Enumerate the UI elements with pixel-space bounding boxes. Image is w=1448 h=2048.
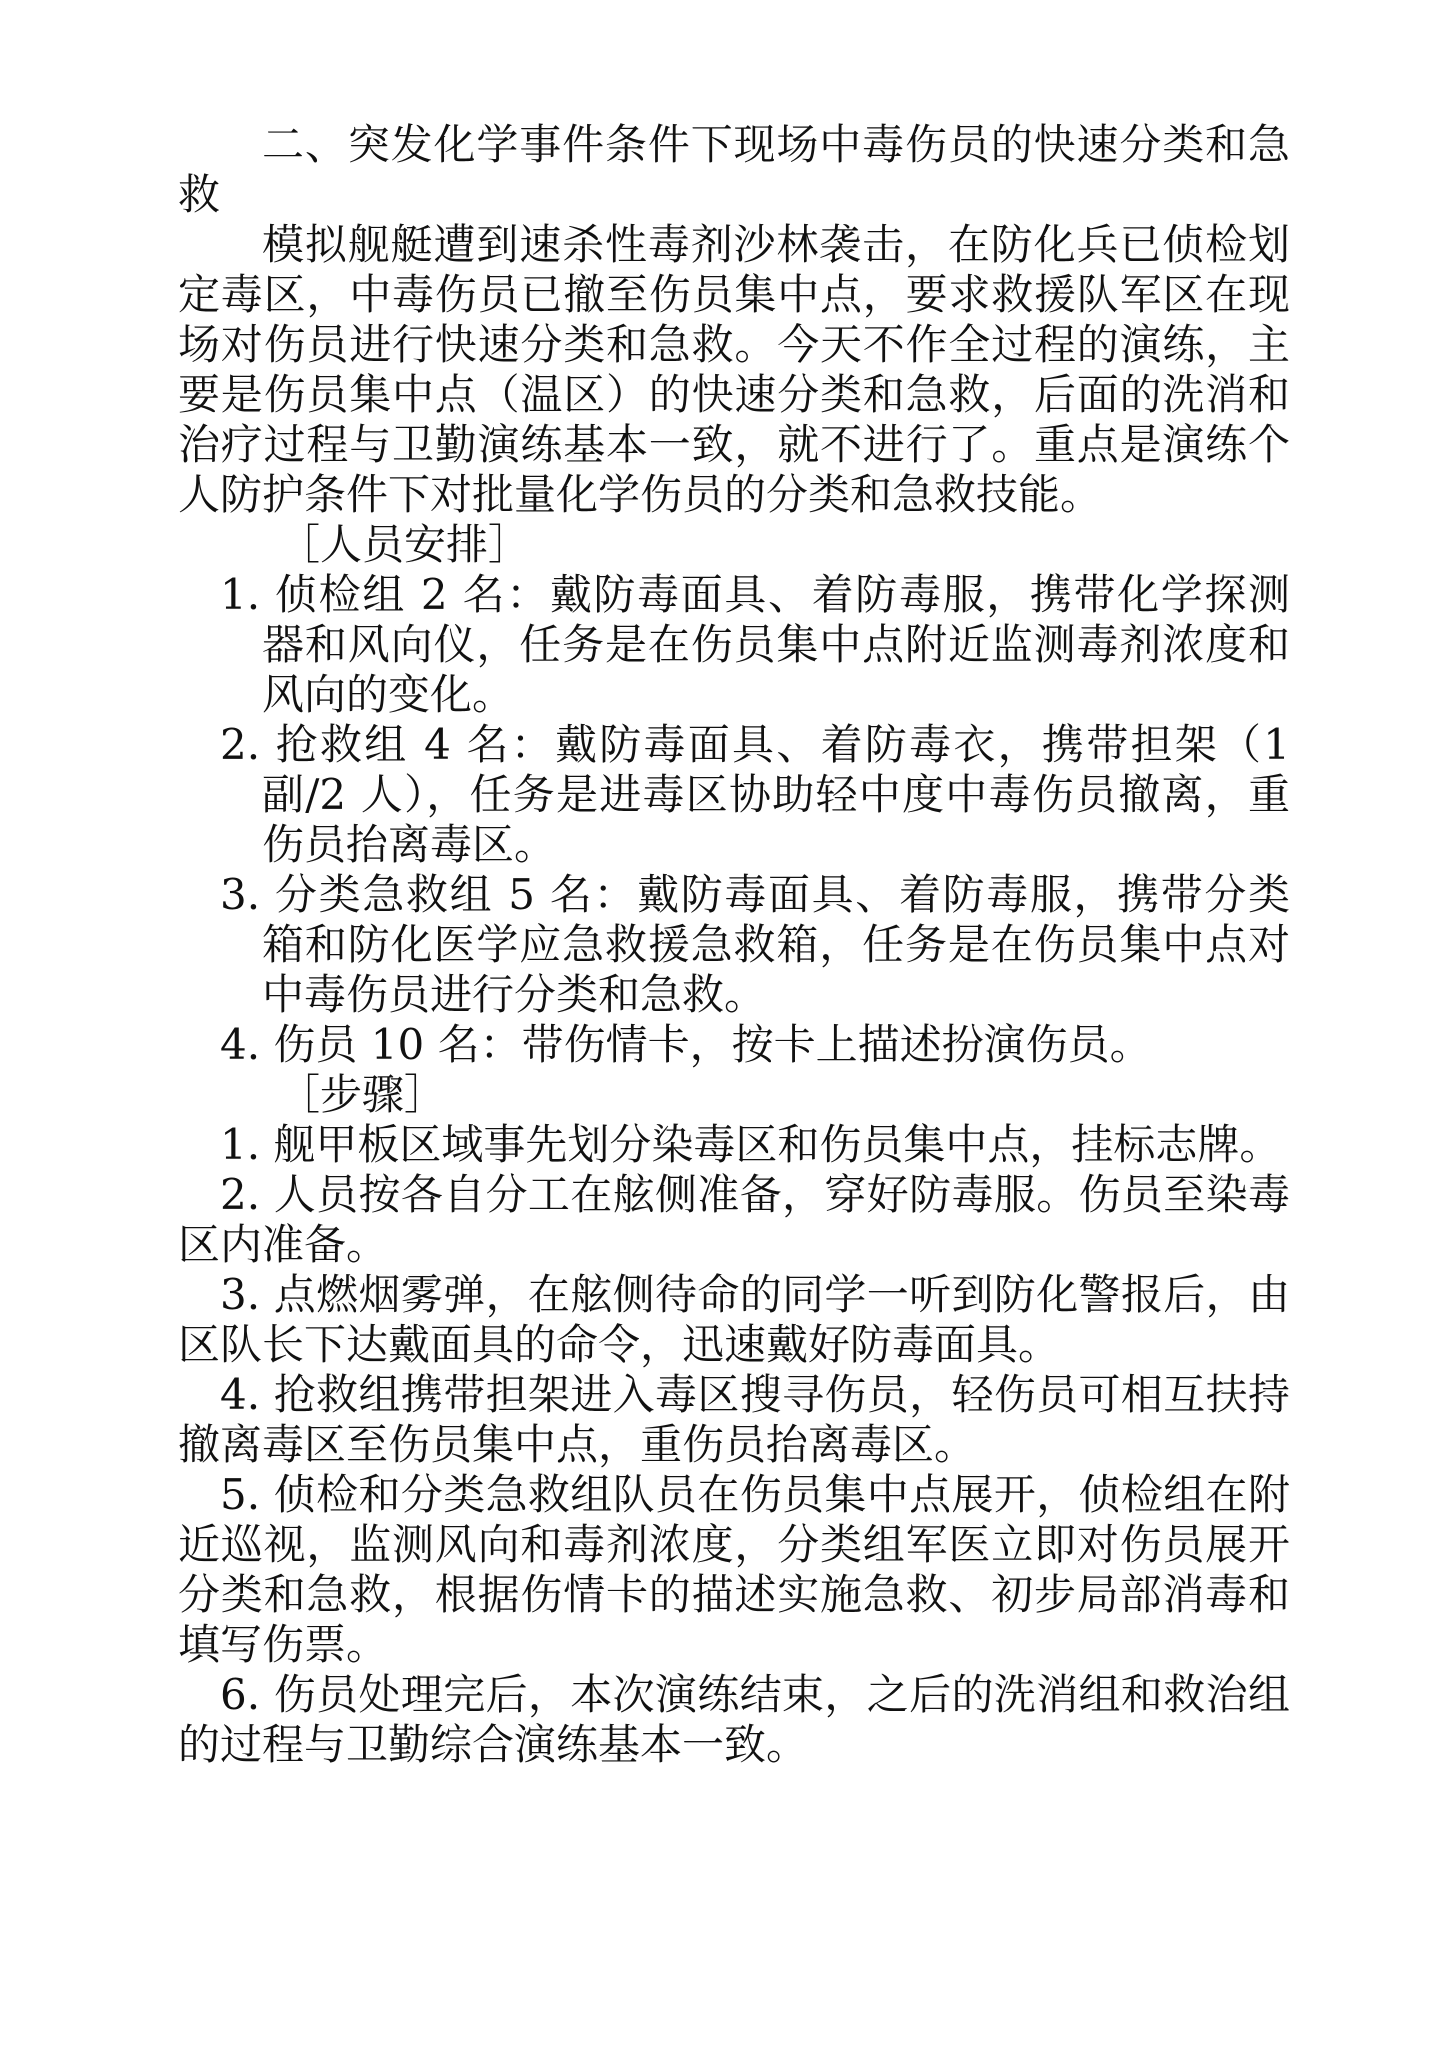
step-item: 6. 伤员处理完后，本次演练结束，之后的洗消组和救治组的过程与卫勤综合演练基本一致。: [178, 1670, 1290, 1769]
section-title: 二、突发化学事件条件下现场中毒伤员的快速分类和急救: [178, 120, 1290, 219]
personnel-item: 3. 分类急救组 5 名：戴防毒面具、着防毒服，携带分类箱和防化医学应急救援急救箱，任务是在伤员集中点对中毒伤员进行分类和急救。: [220, 870, 1290, 1019]
document-page: [178, 120, 1290, 1770]
personnel-item: 2. 抢救组 4 名：戴防毒面具、着防毒衣，携带担架（1 副/2 人），任务是进毒区协助轻中度中毒伤员撤离，重伤员抬离毒区。: [220, 720, 1290, 869]
step-item: 5. 侦检和分类急救组队员在伤员集中点展开，侦检组在附近巡视，监测风向和毒剂浓度，分类组军医立即对伤员展开分类和急救，根据伤情卡的描述实施急救、初步局部消毒和填写伤票。: [178, 1470, 1290, 1669]
steps-heading: ［步骤］: [278, 1070, 447, 1119]
step-item: 2. 人员按各自分工在舷侧准备，穿好防毒服。伤员至染毒区内准备。: [178, 1170, 1290, 1269]
intro-paragraph: 模拟舰艇遭到速杀性毒剂沙林袭击，在防化兵已侦检划定毒区，中毒伤员已撤至伤员集中点，要求救援队军区在现场对伤员进行快速分类和急救。今天不作全过程的演练，主要是伤员集中点（温区）的快速分类和急救，后面的洗消和治疗过程与卫勤演练基本一致，就不进行了。重点是演练个人防护条件下对批量化学伤员的分类和急救技能。: [178, 220, 1290, 519]
step-item: 3. 点燃烟雾弹，在舷侧待命的同学一听到防化警报后，由区队长下达戴面具的命令，迅速戴好防毒面具。: [178, 1270, 1290, 1369]
personnel-heading: ［人员安排］: [278, 520, 531, 569]
personnel-item: 1. 侦检组 2 名：戴防毒面具、着防毒服，携带化学探测器和风向仪，任务是在伤员集中点附近监测毒剂浓度和风向的变化。: [220, 570, 1290, 719]
personnel-item: 4. 伤员 10 名：带伤情卡，按卡上描述扮演伤员。: [220, 1020, 1152, 1069]
step-item: 4. 抢救组携带担架进入毒区搜寻伤员，轻伤员可相互扶持撤离毒区至伤员集中点，重伤员抬离毒区。: [178, 1370, 1290, 1469]
step-item: 1. 舰甲板区域事先划分染毒区和伤员集中点，挂标志牌。: [220, 1120, 1282, 1169]
